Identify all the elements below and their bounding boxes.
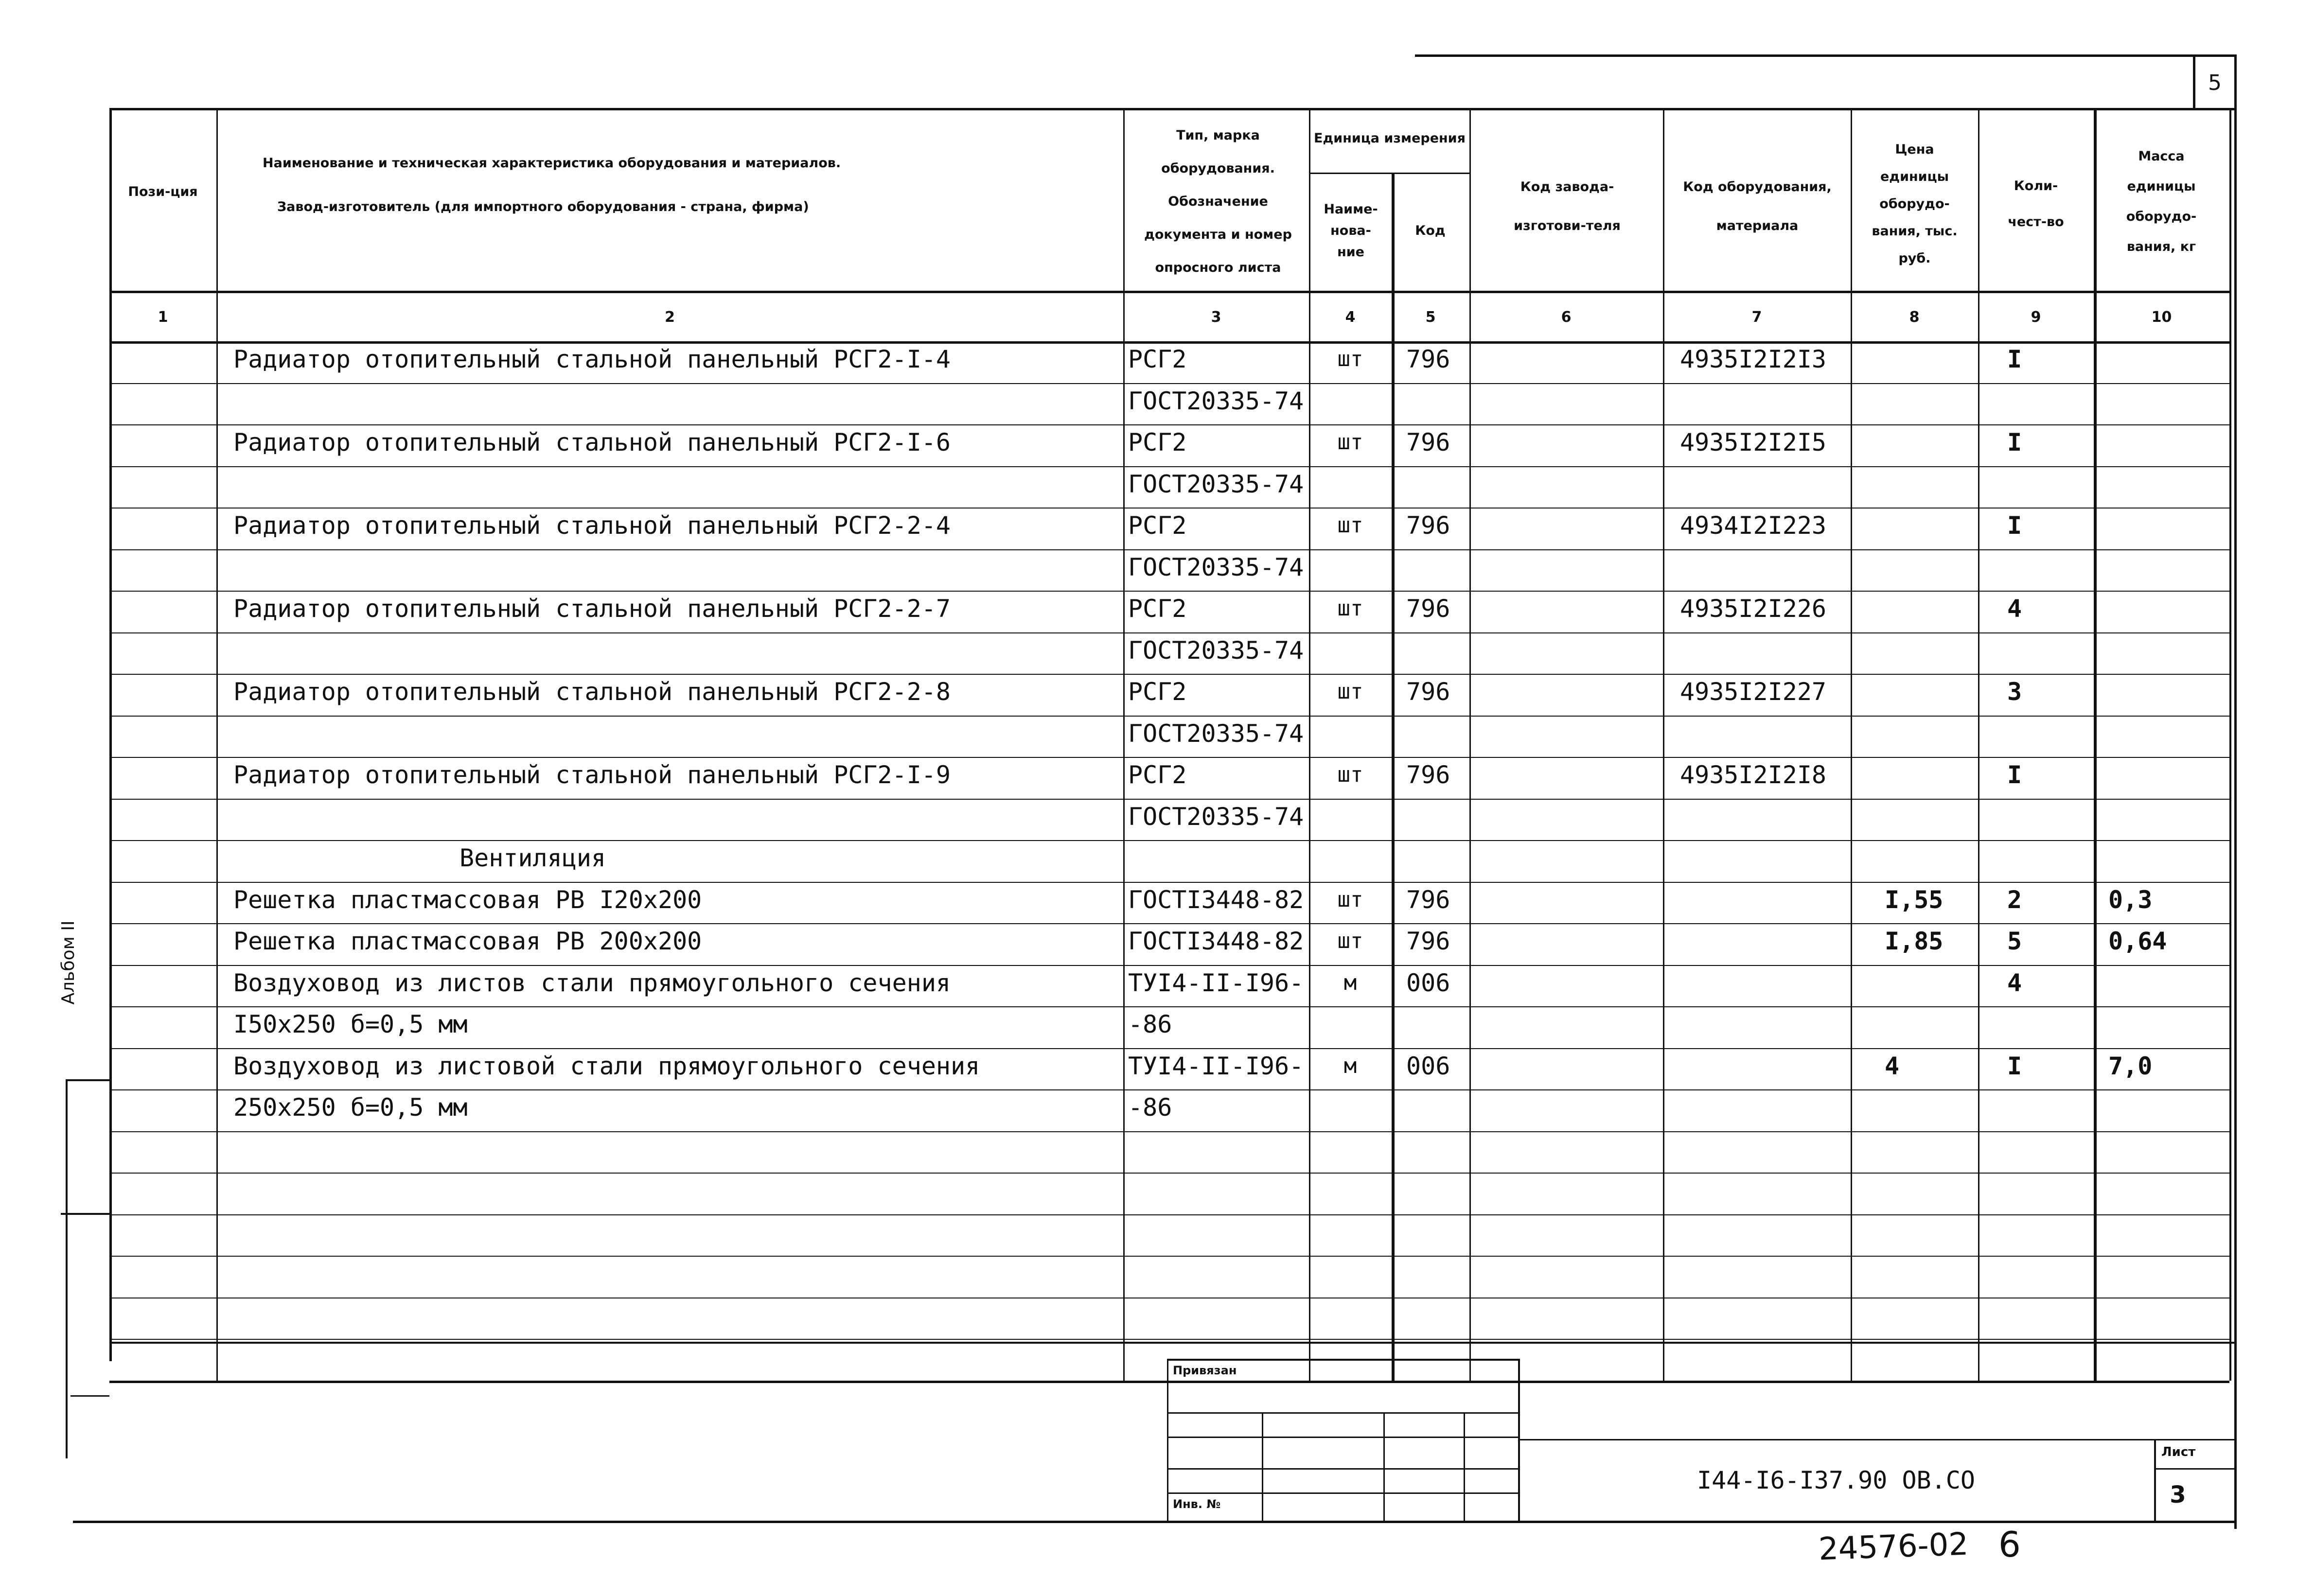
archive-page: 6 [1998,1524,2021,1565]
cell-qty: I [2007,345,2022,373]
cell-price: I,85 [1885,927,1944,955]
cell-qty: 4 [2007,595,2022,623]
cell-mass: 0,64 [2108,927,2167,955]
header-unit-name: Наиме-нова-ние [1324,202,1378,260]
stamp-col3 [1464,1412,1465,1522]
cell-unit: шт [1337,887,1363,912]
margin-mark-low [71,1395,109,1397]
cell-mass: 7,0 [2108,1052,2153,1080]
sheet-number-top: 5 [2208,70,2222,95]
header-position: Пози-ция [128,184,198,199]
cell-name: Решетка пластмассовая РВ 200x200 [233,927,702,955]
row-line-24 [109,1339,2229,1340]
cell-price: 4 [1885,1052,1900,1080]
column-line-5 [1469,108,1471,1381]
cell-unit: м [1343,1053,1357,1078]
column-number-4: 4 [1345,309,1356,326]
stamp-attached-label: Привязан [1173,1364,1237,1377]
cell-unit: шт [1337,679,1363,704]
header-mass: Масса единицы оборудо-вания, кг [2126,149,2197,254]
row-line-25 [109,1381,2229,1383]
header-equipment-code: Код оборудования, материала [1683,179,1832,233]
cell-price: I,55 [1885,885,1944,914]
column-number-7: 7 [1751,309,1762,326]
cell-type: ГОСТ20335-74 [1128,802,1304,831]
header-price: Цена единицы оборудо-вания, тыс. руб. [1872,142,1958,266]
cell-name: Решетка пластмассовая РВ I20x200 [233,885,702,914]
header-unit-code: Код [1415,223,1446,238]
header-bottom-border [109,291,2229,293]
cell-type: РСГ2 [1128,511,1187,540]
cell-eq-code: 4934I2I223 [1680,511,1827,540]
cell-type: ТУI4-II-I96- [1128,968,1304,997]
cell-eq-code: 4935I2I226 [1680,595,1827,623]
column-line-9 [2094,108,2097,1381]
row-line-19 [109,1131,2229,1132]
cell-type: РСГ2 [1128,428,1187,456]
column-number-2: 2 [665,309,675,326]
cell-name: Воздуховод из листовой стали прямоугольного сечения [233,1052,980,1080]
header-name-line2: Завод-изготовитель (для импортного оборудования - страна, фирма) [277,199,809,214]
row-line-20 [109,1173,2229,1174]
cell-unit: шт [1337,347,1363,371]
cell-qty: 2 [2007,885,2022,914]
header-unit: Единица измерения [1314,131,1466,146]
cell-type: -86 [1128,1010,1172,1038]
cell-name: Радиатор отопительный стальной панельный РСГ2-I-9 [233,761,951,789]
column-line-3 [1309,108,1310,1381]
cell-eq-code: 4935I2I2I3 [1680,345,1827,373]
stamp-sheet-label: Лист [2161,1445,2196,1459]
cell-unit: м [1343,970,1357,995]
table-stamp-border [109,1342,2237,1344]
cell-name: Вентиляция [459,844,606,872]
cell-type: ГОСТ20335-74 [1128,719,1304,748]
frame-right [2234,105,2237,1529]
cell-qty: 5 [2007,927,2022,955]
header-name [219,146,1118,243]
column-line-8 [1978,108,1979,1381]
column-number-10: 10 [2151,309,2172,326]
stamp-row3 [1167,1468,1520,1470]
cell-unit-code: 796 [1406,761,1450,789]
cell-unit: шт [1337,513,1363,538]
cell-type: ГОСТ20335-74 [1128,636,1304,665]
cell-type: РСГ2 [1128,345,1187,373]
margin-mark-mid [61,1213,109,1215]
cell-name: Радиатор отопительный стальной панельный РСГ2-I-4 [233,345,951,373]
cell-unit-code: 796 [1406,428,1450,456]
cell-qty: I [2007,1052,2022,1080]
stamp-code-top [1520,1439,2234,1440]
top-rule [1415,54,2237,57]
cell-name: Радиатор отопительный стальной панельный РСГ2-2-7 [233,595,951,623]
stamp-row2 [1167,1437,1520,1438]
column-number-5: 5 [1425,309,1436,326]
cell-name: Радиатор отопительный стальной панельный РСГ2-2-4 [233,511,951,540]
stamp-inv-label: Инв. № [1173,1497,1221,1511]
cell-type: РСГ2 [1128,678,1187,706]
stamp-sheet-value: 3 [2170,1481,2186,1508]
header-name-line1: Наименование и техническая характеристика оборудования и материалов. [263,156,841,171]
archive-number: 24576-02 [1818,1526,1969,1568]
cell-name: I50x250 б=0,5 мм [233,1010,468,1038]
cell-type: -86 [1128,1093,1172,1122]
stamp-col1 [1262,1412,1263,1522]
column-number-9: 9 [2031,309,2041,326]
cell-unit: шт [1337,929,1363,953]
column-number-1: 1 [158,309,168,326]
cell-qty: I [2007,761,2022,789]
cell-qty: 4 [2007,968,2022,997]
column-number-8: 8 [1909,309,1920,326]
unit-subheader-line [1309,173,1469,174]
cell-type: РСГ2 [1128,595,1187,623]
cell-type: ГОСТ20335-74 [1128,470,1304,498]
stamp-doc-code: I44-I6-I37.90 ОВ.СО [1697,1466,1975,1494]
cell-type: ГОСТ20335-74 [1128,386,1304,415]
column-line-4 [1392,173,1395,1381]
stamp-col2 [1383,1412,1385,1522]
cell-qty: I [2007,428,2022,456]
cell-mass: 0,3 [2108,885,2153,914]
cell-type: ГОСТI3448-82 [1128,927,1304,955]
margin-mark-top [66,1079,109,1081]
cell-type: ТУI4-II-I96- [1128,1052,1304,1080]
cell-unit-code: 796 [1406,927,1450,955]
stamp-row1 [1167,1412,1520,1414]
cell-name: 250x250 б=0,5 мм [233,1093,468,1122]
cell-name: Радиатор отопительный стальной панельный РСГ2-2-8 [233,678,951,706]
cell-unit-code: 006 [1406,968,1450,997]
cell-qty: 3 [2007,678,2022,706]
cell-eq-code: 4935I2I2I5 [1680,428,1827,456]
table-top-border [109,108,2237,110]
cell-unit-code: 796 [1406,678,1450,706]
cell-eq-code: 4935I2I2I8 [1680,761,1827,789]
column-line-2 [1123,108,1125,1381]
cell-unit-code: 796 [1406,595,1450,623]
cell-unit-code: 006 [1406,1052,1450,1080]
column-number-3: 3 [1211,309,1221,326]
cell-unit-code: 796 [1406,345,1450,373]
column-number-6: 6 [1561,309,1572,326]
cell-unit-code: 796 [1406,511,1450,540]
stamp-top [1167,1359,1520,1361]
side-label-box [58,914,88,1011]
column-line-1 [216,108,218,1381]
cell-name: Воздуховод из листов стали прямоугольного сечения [233,968,951,997]
side-label: Альбом II [58,920,78,1005]
stamp-left [1167,1359,1168,1522]
column-line-10 [2229,108,2231,1381]
header-type: Тип, марка оборудования. Обозначение документа и номер опросного листа [1144,128,1292,275]
cell-unit: шт [1337,596,1363,621]
cell-unit-code: 796 [1406,885,1450,914]
cell-eq-code: 4935I2I227 [1680,678,1827,706]
cell-qty: I [2007,511,2022,540]
row-line-22 [109,1256,2229,1257]
row-line-21 [109,1214,2229,1215]
stamp-sheet-mid [2154,1468,2234,1470]
cell-type: ГОСТ20335-74 [1128,553,1304,581]
cell-type: ГОСТI3448-82 [1128,885,1304,914]
column-line-6 [1663,108,1664,1381]
cell-name: Радиатор отопительный стальной панельный РСГ2-I-6 [233,428,951,456]
margin-mark-vertical [66,1079,68,1458]
cell-unit: шт [1337,430,1363,455]
header-manufacturer-code: Код завода-изготови-теля [1514,179,1621,233]
stamp-row4 [1167,1492,1520,1494]
sheet-box-right [2234,54,2237,108]
header-quantity: Коли-чест-во [2008,178,2064,229]
cell-type: РСГ2 [1128,761,1187,789]
column-line-7 [1851,108,1852,1381]
cell-unit: шт [1337,762,1363,787]
